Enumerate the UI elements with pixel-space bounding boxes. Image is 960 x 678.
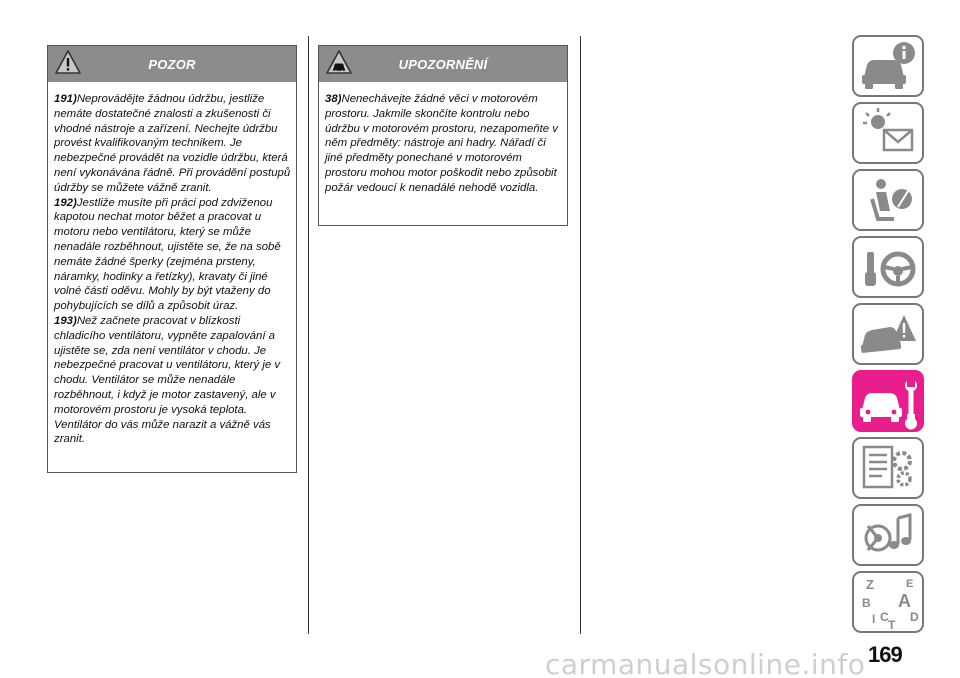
- pozor-item-193: 193)Než začnete pracovat v blízkosti chladicího ventilátoru, vypněte zapalování a ujistěte se, zda není ventilátor v chodu. Je nebezpečné pracovat u ventilátoru, který je v chodu. Ventilátor se může nenadále rozběhnout, i když je motor zastavený, ale v motorovém prostoru je vysoká teplota. Ventilátor do vás může narazit a vážně vás zranit.: [54, 314, 281, 446]
- tab-starting-driving[interactable]: [852, 236, 924, 298]
- multimedia-music-icon: [854, 506, 922, 564]
- tab-servicing-maintenance[interactable]: [852, 370, 924, 432]
- index-letter-t: T: [888, 618, 896, 631]
- warning-lights-envelope-icon: [854, 104, 922, 162]
- upozorneni-title: UPOZORNĚNÍ: [398, 57, 488, 72]
- car-info-icon: [854, 37, 922, 95]
- tab-safety[interactable]: [852, 169, 924, 231]
- page-number: 169: [868, 642, 902, 667]
- index-letter-i: I: [872, 612, 876, 626]
- seat-airbag-icon: [854, 171, 922, 229]
- pozor-title: POZOR: [148, 57, 196, 72]
- tab-emergency[interactable]: [852, 303, 924, 365]
- index-letter-e: E: [906, 578, 914, 590]
- tab-multimedia[interactable]: [852, 504, 924, 566]
- tab-warning-lights[interactable]: [852, 102, 924, 164]
- pozor-header: [48, 46, 296, 82]
- upozorneni-body: [319, 82, 567, 202]
- column-divider-right: [580, 36, 581, 634]
- pozor-item-192: 192)Jestliže musíte při práci pod zdviženou kapotou nechat motor běžet a pracovat u motoru nebo ventilátoru, který se může nenadále rozběhnout, ujistěte se, že na sobě nemáte žádné šperky (zejména prsteny, náramky, hodinky a řetízky), kravaty či jiné volné části oděvu. Mohly by být vtaženy do pohybujících se dílů a způsobit úraz.: [54, 196, 281, 313]
- column-divider-left: [308, 36, 309, 634]
- pozor-warning-box: [47, 45, 297, 473]
- index-letter-b: B: [862, 596, 871, 610]
- car-wrench-icon: [854, 372, 922, 430]
- upozorneni-warning-box: [318, 45, 568, 226]
- pozor-body: [48, 82, 296, 453]
- pozor-item-191: 191)Neprovádějte žádnou údržbu, jestliže nemáte dostatečné znalosti a zkušenosti či vhodné nástroje a zařízení. Nechejte údržbu provést kvalifikovaným technikem. Je nebezpečné provádět na vozidle údržbu, která není vykonávána řádně. Při provádění postupů údržby se můžete vážně zranit.: [54, 93, 291, 194]
- index-letter-z: Z: [866, 577, 874, 592]
- index-letter-d: D: [910, 610, 919, 624]
- specifications-gears-icon: [854, 439, 922, 497]
- tab-car-info[interactable]: [852, 35, 924, 97]
- car-accident-warning-icon: [854, 305, 922, 363]
- alphabetical-index-icon: [854, 573, 922, 631]
- upozorneni-header: [319, 46, 567, 82]
- tab-index[interactable]: [852, 571, 924, 633]
- upozorneni-item-38: 38)Nenechávejte žádné věci v motorovém prostoru. Jakmile skončíte kontrolu nebo údržbu v motorovém prostoru, nezapomeňte v něm předměty: nástroje ani hadry. Nářadí či jiné předměty ponechané v motorovém prostoru mohou motor poškodit nebo způsobit požár vedoucí k nenadálé nehodě vozidla.: [325, 93, 558, 194]
- watermark: carmanualsonline.info: [545, 648, 866, 678]
- index-letter-a: A: [898, 591, 911, 611]
- key-steering-wheel-icon: [854, 238, 922, 296]
- index-letter-c: C: [880, 610, 889, 624]
- tab-technical-data[interactable]: [852, 437, 924, 499]
